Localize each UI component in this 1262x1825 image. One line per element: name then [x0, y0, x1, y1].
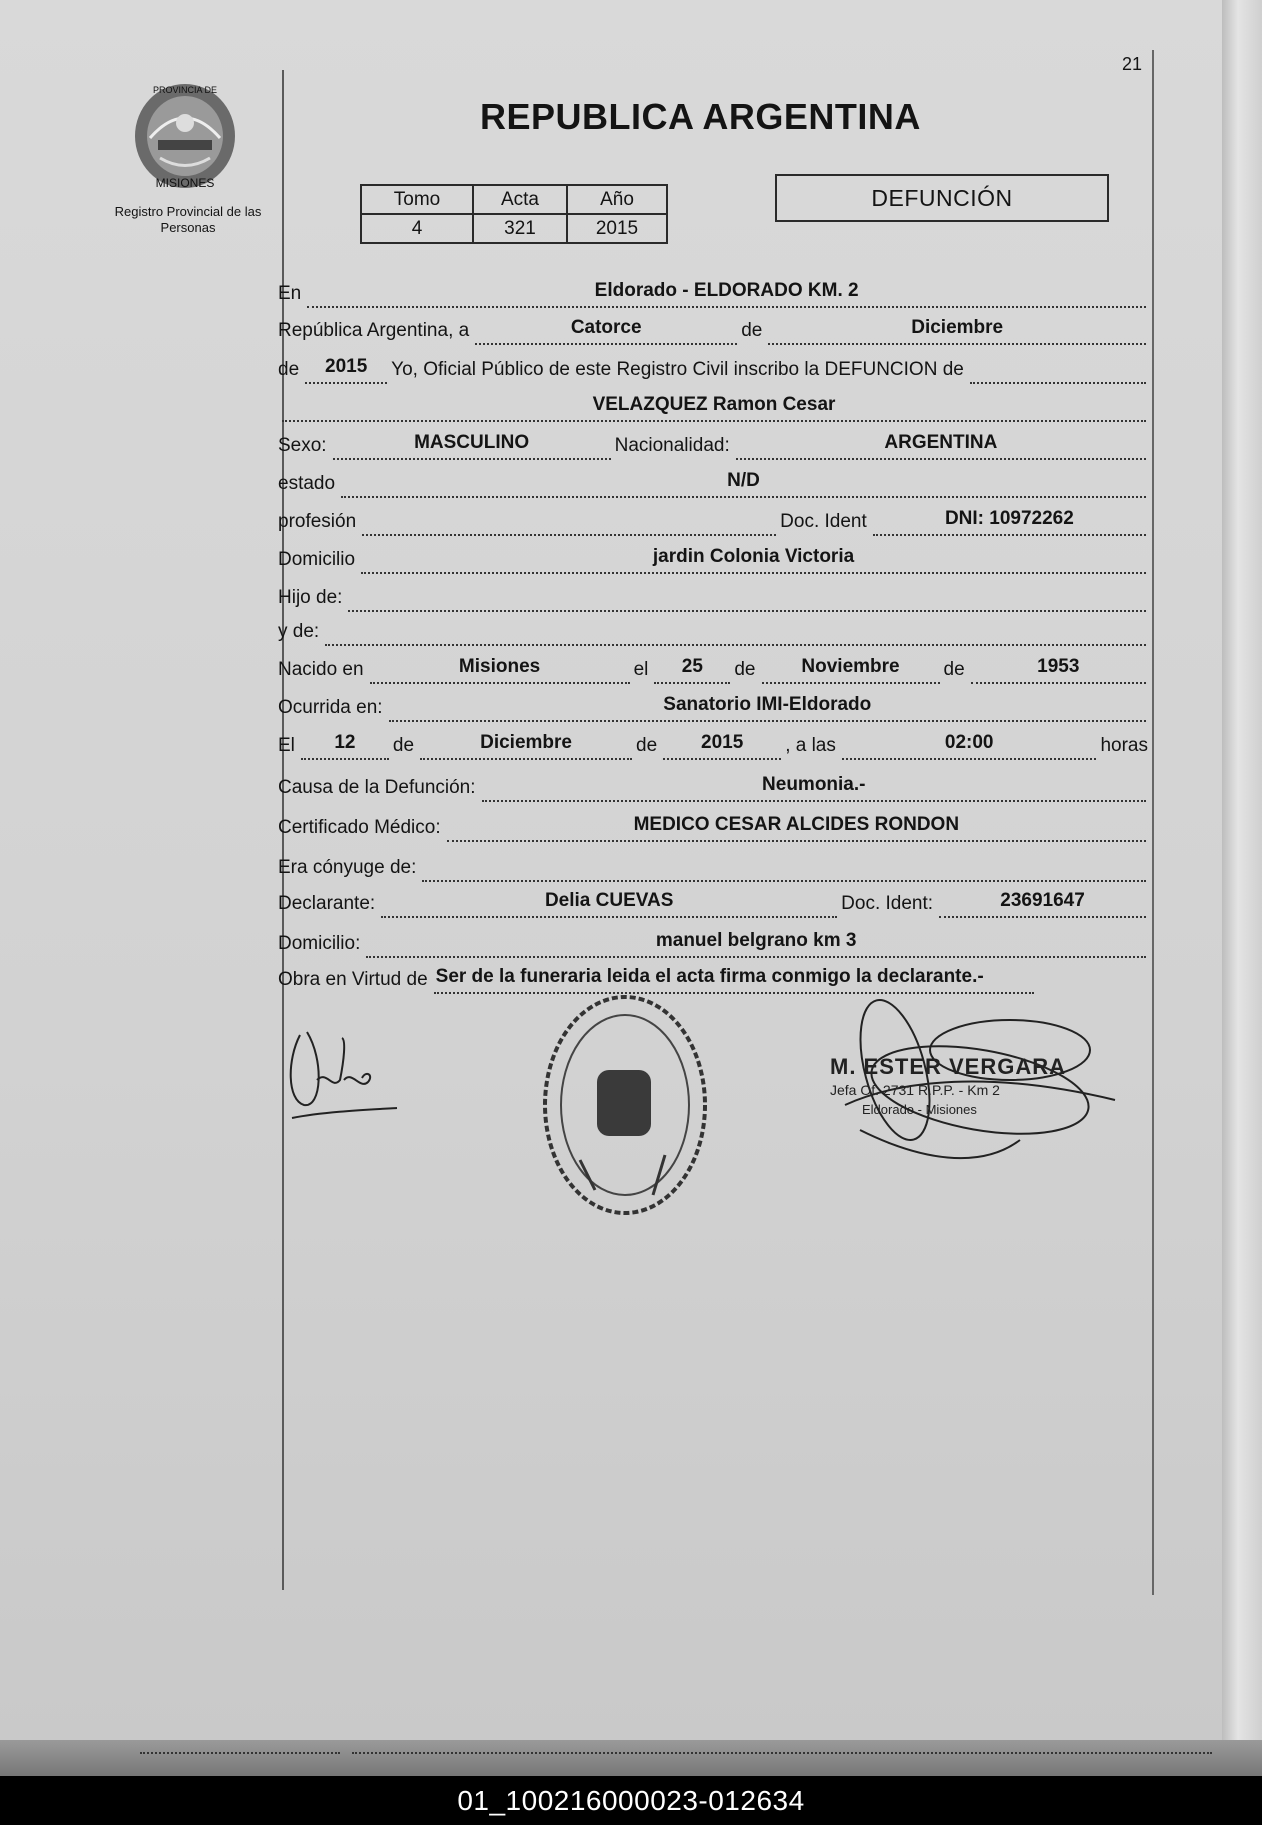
- tomo-header: Tomo: [361, 185, 473, 214]
- label-de-6: de: [636, 735, 658, 756]
- declarant-signature-icon: [282, 1020, 402, 1130]
- footer-dotted-line-1: [140, 1752, 340, 1754]
- field-def-mes: Diciembre: [420, 732, 632, 760]
- label-a-las: , a las: [785, 735, 836, 756]
- document-id-bar: 01_100216000023-012634: [0, 1776, 1262, 1825]
- row-fecha-defuncion: [278, 728, 1150, 760]
- field-y-de: [325, 618, 1146, 646]
- field-dia-letras: Catorce: [475, 317, 737, 345]
- field-def-anio: 2015: [663, 732, 781, 760]
- label-de-3: de: [734, 659, 756, 680]
- label-estado: estado: [278, 473, 336, 494]
- label-el: el: [633, 659, 649, 680]
- label-domicilio-2: Domicilio:: [278, 933, 361, 954]
- label-conyuge: Era cónyuge de:: [278, 857, 417, 878]
- next-page-strip: [0, 1740, 1262, 1776]
- row-domicilio: [278, 542, 1150, 574]
- field-causa: Neumonia.-: [482, 774, 1146, 802]
- acta-value: 321: [473, 214, 567, 243]
- label-en: En: [278, 283, 302, 304]
- field-blank-1: [970, 356, 1146, 384]
- field-nac-dia: 25: [654, 656, 730, 684]
- field-nac-anio: 1953: [971, 656, 1146, 684]
- field-hijo-de: [348, 584, 1146, 612]
- label-declarante: Declarante:: [278, 893, 376, 914]
- record-type-box: DEFUNCIÓN: [775, 174, 1109, 222]
- row-nombre: [278, 390, 1150, 422]
- row-anio-oficial: [278, 352, 1150, 384]
- row-conyuge: [278, 850, 1150, 882]
- label-obra-virtud: Obra en Virtud de: [278, 969, 428, 990]
- seal-bottom-text: MISIONES: [155, 176, 215, 190]
- row-ocurrida: [278, 690, 1150, 722]
- field-estado: N/D: [341, 470, 1146, 498]
- label-yo-oficial: Yo, Oficial Público de este Registro Civil inscribo la DEFUNCION de: [391, 359, 964, 380]
- row-declarante: [278, 886, 1150, 918]
- field-declarante: Delia CUEVAS: [381, 890, 837, 918]
- row-nacimiento: [278, 652, 1150, 684]
- field-ocurrida-en: Sanatorio IMI-Eldorado: [389, 694, 1146, 722]
- label-sexo: Sexo:: [278, 435, 327, 456]
- field-nacionalidad: ARGENTINA: [736, 432, 1146, 460]
- label-certificado: Certificado Médico:: [278, 817, 441, 838]
- field-anio: 2015: [305, 356, 387, 384]
- label-causa: Causa de la Defunción:: [278, 777, 476, 798]
- row-hijo-de: [278, 580, 1150, 612]
- misiones-seal-icon: [130, 78, 240, 193]
- row-profesion: [278, 504, 1150, 536]
- document-title: REPUBLICA ARGENTINA: [480, 96, 921, 137]
- registry-name: Registro Provincial de las Personas: [114, 204, 262, 235]
- label-el-cap: El: [278, 735, 295, 756]
- field-decl-domicilio: manuel belgrano km 3: [366, 930, 1146, 958]
- row-fecha-inscripcion: [278, 313, 1150, 345]
- label-y-de: y de:: [278, 621, 320, 642]
- reference-header-row: [361, 185, 667, 214]
- registry-stamp-icon: [535, 990, 715, 1220]
- field-profesion: [362, 508, 776, 536]
- row-y-de: [278, 614, 1150, 646]
- reference-table: [360, 184, 668, 244]
- row-estado: [278, 466, 1150, 498]
- label-nacionalidad: Nacionalidad:: [614, 435, 730, 456]
- label-hijo-de: Hijo de:: [278, 587, 343, 608]
- label-de-1: de: [741, 320, 763, 341]
- field-dni: DNI: 10972262: [873, 508, 1146, 536]
- row-lugar: [278, 276, 1150, 308]
- field-def-dia: 12: [301, 732, 389, 760]
- field-nac-mes: Noviembre: [762, 656, 940, 684]
- label-nacido-en: Nacido en: [278, 659, 364, 680]
- field-decl-doc: 23691647: [939, 890, 1146, 918]
- right-margin-line: [1152, 50, 1154, 1595]
- row-certificado: [278, 810, 1150, 842]
- field-obra-virtud: Ser de la funeraria leida el acta firma conmigo la declarante.-: [434, 966, 1034, 994]
- row-domicilio-declarante: [278, 926, 1150, 958]
- field-certificado: MEDICO CESAR ALCIDES RONDON: [447, 814, 1146, 842]
- acta-header: Acta: [473, 185, 567, 214]
- field-lugar: Eldorado - ELDORADO KM. 2: [307, 280, 1146, 308]
- field-nacido-en: Misiones: [370, 656, 630, 684]
- label-domicilio: Domicilio: [278, 549, 356, 570]
- page-edge: [1222, 0, 1262, 1740]
- field-mes: Diciembre: [768, 317, 1146, 345]
- official-name: M. ESTER VERGARA: [830, 1054, 1067, 1079]
- official-place: Eldorado - Misiones: [862, 1102, 977, 1117]
- label-de-4: de: [943, 659, 965, 680]
- field-domicilio: jardin Colonia Victoria: [361, 546, 1146, 574]
- field-hora: 02:00: [842, 732, 1097, 760]
- label-ocurrida-en: Ocurrida en:: [278, 697, 383, 718]
- field-conyuge: [422, 854, 1146, 882]
- label-horas: horas: [1100, 735, 1148, 756]
- label-de-5: de: [392, 735, 415, 756]
- anio-header: Año: [567, 185, 667, 214]
- field-nombre: VELAZQUEZ Ramon Cesar: [282, 394, 1146, 422]
- reference-value-row: [361, 214, 667, 243]
- label-doc-ident: Doc. Ident: [780, 511, 867, 532]
- label-profesion: profesión: [278, 511, 357, 532]
- seal-top-text: PROVINCIA DE: [152, 85, 218, 95]
- anio-value: 2015: [567, 214, 667, 243]
- footer-dotted-line-2: [352, 1752, 1212, 1754]
- label-doc-ident-2: Doc. Ident:: [841, 893, 934, 914]
- label-republica: República Argentina, a: [278, 320, 470, 341]
- official-role: Jefa Of. 2731 R.P.P. - Km 2: [830, 1082, 1000, 1098]
- label-de-2: de: [278, 359, 300, 380]
- row-sexo: [278, 428, 1150, 460]
- row-causa: [278, 770, 1150, 802]
- field-sexo: MASCULINO: [333, 432, 611, 460]
- page-number: 21: [1122, 54, 1143, 74]
- tomo-value: 4: [361, 214, 473, 243]
